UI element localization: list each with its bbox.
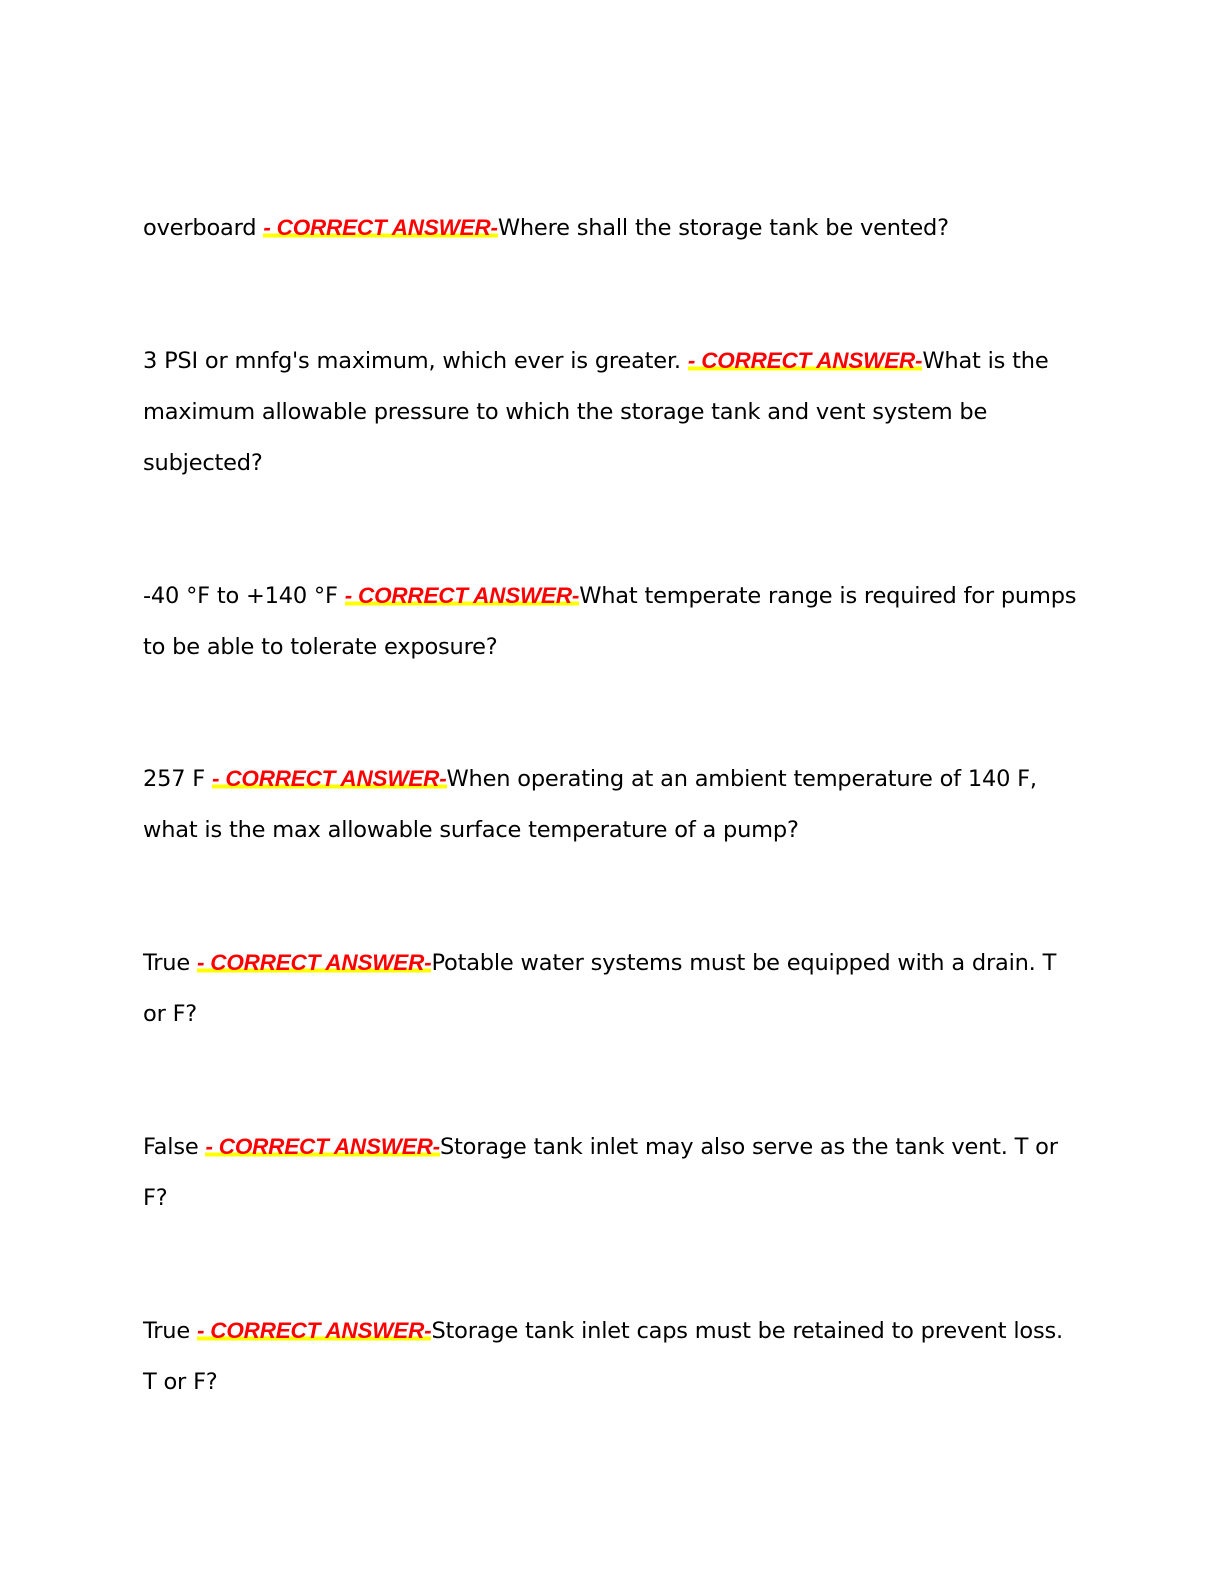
answer-text: 3 PSI or mnfg's maximum, which ever is greater. xyxy=(143,348,681,374)
qa-entry xyxy=(143,570,1083,673)
qa-entry xyxy=(143,202,1083,254)
correct-answer-marker: - CORRECT ANSWER- xyxy=(212,766,447,791)
qa-entry xyxy=(143,1305,1083,1408)
qa-entry xyxy=(143,937,1083,1040)
question-text: What temperate range is required for pumps to be able to tolerate exposure? xyxy=(143,583,1077,660)
answer-text: -40 °F to +140 °F xyxy=(143,583,338,609)
answer-text: overboard xyxy=(143,215,257,241)
qa-entry xyxy=(143,753,1083,856)
answer-text: 257 F xyxy=(143,766,206,792)
answer-text: True xyxy=(143,1318,190,1344)
question-text: Where shall the storage tank be vented? xyxy=(497,215,949,241)
correct-answer-marker: - CORRECT ANSWER- xyxy=(263,215,498,240)
correct-answer-marker: - CORRECT ANSWER- xyxy=(205,1134,440,1159)
correct-answer-marker: - CORRECT ANSWER- xyxy=(196,950,432,975)
question-text: Storage tank inlet may also serve as the tank vent. T or F? xyxy=(143,1134,1058,1211)
question-text: Potable water systems must be equipped with a drain. T or F? xyxy=(143,950,1057,1027)
question-text: What is the maximum allowable pressure to which the storage tank and vent system be subjected? xyxy=(143,348,1049,476)
correct-answer-marker: - CORRECT ANSWER- xyxy=(344,583,580,608)
answer-text: True xyxy=(143,950,190,976)
qa-entry xyxy=(143,1121,1083,1224)
correct-answer-marker: - CORRECT ANSWER- xyxy=(196,1318,432,1343)
question-text: When operating at an ambient temperature of 140 F, what is the max allowable surface temperature of a pump? xyxy=(143,766,1037,843)
question-text: Storage tank inlet caps must be retained to prevent loss. T or F? xyxy=(143,1318,1063,1395)
answer-text: False xyxy=(143,1134,199,1160)
correct-answer-marker: - CORRECT ANSWER- xyxy=(687,348,923,373)
qa-entry xyxy=(143,335,1083,489)
